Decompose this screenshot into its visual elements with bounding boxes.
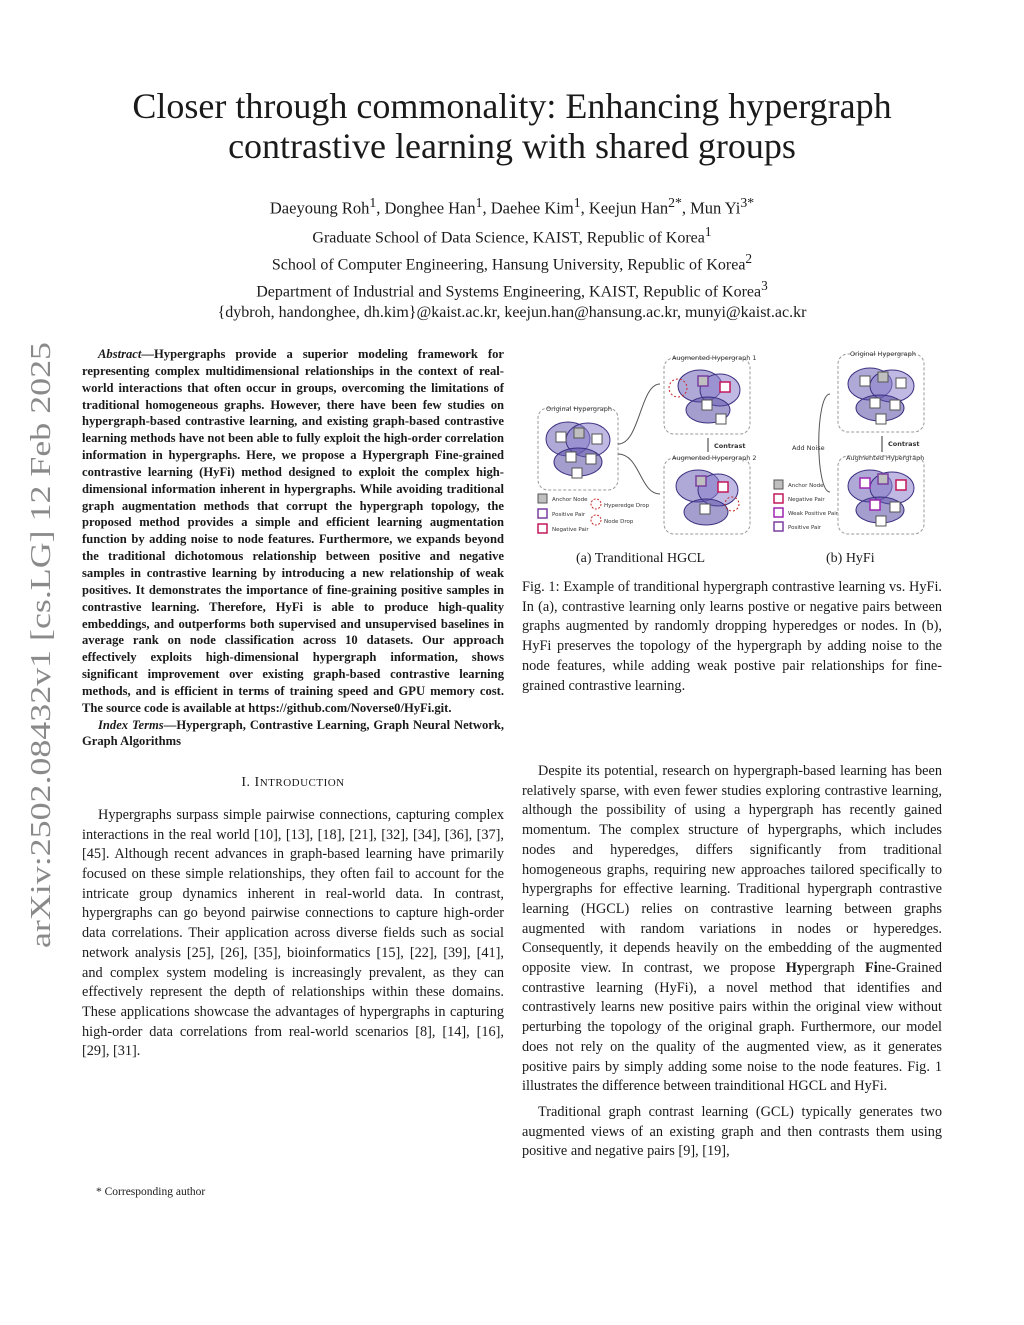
svg-text:Anchor Node: Anchor Node — [552, 497, 588, 503]
panel-b-augmented-hypergraph — [838, 454, 924, 534]
intro-paragraph: Hypergraphs surpass simple pairwise connections, capturing complex interactions in the real world [10], [13], [18], [21], [32], [34], [36], [37], [45]. Although recent advances in graph-based learning have primarily focused on these simple relationships, they often fail to account for the intricate group dynamics inherent in real-world data. In contrast, hypergraphs can go beyond pairwise connections to capture high-order data correlations. Their application across diverse fields such as social network analysis [25], [26], [35], bioinformatics [15], [22], [39], [41], and complex system modeling is increasingly prevalent, as they can effectively represent the depth of relationships within these domains. These applications showcase the advantages of hypergraphs in capturing high-order data correlations from real-world scenarios [8], [14], [16], [29], [31]. — [82, 806, 504, 1060]
panel-a-original-hypergraph — [538, 405, 618, 490]
subcaption-a: (a) Tranditional HGCL — [576, 551, 706, 566]
caption-text: Example of tranditional hypergraph contrastive learning vs. HyFi. In (a), contrastive learning only learns postive or negative pairs between graphs augmented by randomly dropping hyperedges or nodes. In (b), HyFi preserves the topology of the hypergraph by adding noise to the node features, while adding weak postive pair relationships for fine-grained contrastive learning. — [522, 579, 943, 694]
node — [592, 434, 602, 444]
legend-b — [774, 480, 839, 531]
abstract-text: Hypergraphs provide a superior modeling framework for representing complex multidimensional relationships in the context of real-world interactions that often occur in groups, overcoming the limitations of traditional homogeneous graphs. However, there have been few studies on hypergraph-based contrastive learning, and existing graph-based contrastive learning methods have not been able to fully exploit the high-order correlation information in hypergraphs. Here, we propose a Hypergraph Fine-grained contrastive learning (HyFi) method designed to exploit the complex high-dimensional information inherent in hypergraphs. While avoiding traditional graph augmentation methods that corrupt the hypergraph topology, the proposed method provides a simple and efficient learning augmentation function by adding noise to node features. Furthermore, we expands beyond the traditional dichotomous relationship between positive and negative samples in contrastive learning by introducing a new relationship of weak positives. It demonstrates the importance of fine-graining positive samples in contrastive learning. Therefore, HyFi is able to produce high-quality embeddings, and outperforms both supervised and unsupervised baselines in average rank on node classification across 10 datasets. Our approach effectively exploits high-dimensional hypergraph information, shows significant improvement over existing graph-based contrastive learning methods, and is efficient in terms of training speed and GPU memory cost. The source code is available at https://github.com/Noverse0/HyFi.git. — [82, 347, 504, 715]
author-name: Keejun Han — [588, 198, 669, 218]
index-terms: Index Terms—Hypergraph, Contrastive Learning, Graph Neural Network, Graph Algorithms — [82, 717, 504, 749]
arxiv-id-text: arXiv:2502.08432v1 [cs.LG] 12 Feb 2025 — [25, 458, 57, 948]
label-add-noise: Add Noise — [792, 444, 825, 452]
node — [572, 468, 582, 478]
right-paragraph-2: Traditional graph contrast learning (GCL) typically generates two augmented views of an existing graph and then contrasts them using positive and negative pairs [9], [19], — [522, 1103, 942, 1160]
label-augmented-b: Augmented Hypergraph — [846, 454, 925, 462]
label-original-b: Original Hypergraph — [850, 350, 916, 358]
svg-text:Weak Positive Pair: Weak Positive Pair — [788, 511, 838, 517]
author-name: Mun Yi — [690, 198, 741, 218]
affiliation-3: Department of Industrial and Systems Engineering, KAIST, Republic of Korea$^3$ — [256, 278, 768, 301]
panel-a-augmented-1 — [664, 354, 757, 434]
node — [566, 452, 576, 462]
left-column — [82, 346, 504, 1062]
title-line-1: Closer through commonality: Enhancing hypergraph — [132, 86, 892, 126]
panel-a-augmented-2 — [664, 454, 757, 534]
svg-text:Negative Pair: Negative Pair — [788, 497, 825, 503]
paper-title — [60, 86, 964, 166]
arrow-to-aug1 — [618, 384, 660, 444]
svg-text:Hyperedge Drop: Hyperedge Drop — [604, 503, 650, 509]
affiliation-2: School of Computer Engineering, Hansung University, Republic of Korea$^2$ — [271, 250, 753, 274]
svg-text:Positive Pair: Positive Pair — [788, 525, 822, 531]
right-column — [522, 762, 942, 1162]
svg-text:Node Drop: Node Drop — [604, 519, 634, 525]
index-terms-text: Hypergraph, Contrastive Learning, Graph Neural Network, Graph Algorithms — [82, 717, 504, 749]
figure-caption — [522, 578, 942, 696]
section-heading-introduction: I. INTRODUCTION — [241, 775, 345, 791]
label-contrast-b: Contrast — [888, 440, 920, 448]
arrow-to-aug2 — [618, 454, 660, 494]
abstract: Abstract—Hypergraphs provide a superior modeling framework for representing complex multidimensional relationships in the context of real-world interactions that often occur in groups, overcoming the limitations of traditional homogeneous graphs. However, there have been few studies on hypergraph-based contrastive learning, and existing graph-based contrastive learning methods have not been able to fully exploit the high-order correlation information in hypergraphs. Here, we propose a Hypergraph Fine-grained contrastive learning (HyFi) method designed to exploit the complex high-dimensional information inherent in hypergraphs. While avoiding traditional graph augmentation methods that corrupt the hypergraph topology, the proposed method provides a simple and efficient learning augmentation function by adding noise to node features. Furthermore, we expands beyond the traditional dichotomous relationship between positive and negative samples in contrastive learning by introducing a new relationship of weak positives. It demonstrates the importance of fine-graining positive samples in contrastive learning. Therefore, HyFi is able to produce high-quality embeddings, and outperforms both supervised and unsupervised baselines in average rank on node classification across 10 datasets. Our approach effectively exploits high-dimensional hypergraph information, shows significant improvement over existing graph-based contrastive learning methods, and is efficient in terms of training speed and GPU memory cost. The source code is available at https://github.com/Noverse0/HyFi.git. — [82, 347, 504, 715]
svg-text:Positive Pair: Positive Pair — [552, 512, 586, 518]
author-names: Daeyoung Roh$^1$, Donghee Han$^1$, Daehee Kim$^1$, Keejun Han$^{2*}$, Mun $Yi^{3*}$ — [269, 195, 755, 218]
figure-1-illustration — [530, 344, 950, 550]
label-augmented-2: Augmented Hypergraph 2 — [672, 454, 757, 462]
footnote-corresponding-author: * Corresponding author — [96, 1186, 206, 1198]
author-block — [60, 192, 964, 323]
label-augmented-1: Augmented Hypergraph 1 — [672, 354, 757, 362]
node — [556, 432, 566, 442]
subcaption-b: (b) HyFi — [826, 551, 875, 566]
node — [586, 454, 596, 464]
author-name: Donghee Han — [384, 198, 476, 218]
caption-label: Fig. 1: — [522, 579, 560, 595]
figure-1 — [530, 344, 950, 572]
author-name: Daeyoung Roh — [269, 198, 370, 218]
affiliation-1: Graduate School of Data Science, KAIST, Republic of Korea$^1$ — [312, 223, 712, 246]
panel-b-original-hypergraph — [838, 350, 924, 432]
arrow-add-noise — [819, 394, 830, 492]
node — [574, 428, 584, 438]
author-emails: {dybroh, handonghee, dh.kim}@kaist.ac.kr, keejun.han@hansung.ac.kr, munyi@kaist.ac.kr — [217, 304, 807, 322]
title-line-2: contrastive learning with shared groups — [228, 126, 796, 166]
right-paragraph-1: Despite its potential, research on hypergraph-based learning has been relatively sparse, with even fewer studies exploring contrastive learning, although the possibility of using a hypergraph has recently gained momentum. The complex structure of hypergraphs, which includes nodes and hyperedges, differs significantly from traditional homogeneous graphs, requiring new approaches tailored specifically to hypergraphs for effective learning. Traditional hypergraph contrastive learning (HGCL) relies on contrastive learning between graphs augmented with random variations in nodes or hyperedges. Consequently, it depends heavily on the embedding of the augmented opposite view. In contrast, we propose Hypergraph Fine-Grained contrastive learning (HyFi), a novel method that identifies and contrastively learns new positive pairs within the original view without perturbing the topology of the original graph. Furthermore, our model does not rely on the quality of the augmented view, as it generates positive pairs by simply adding some noise to the node features. Fig. 1 illustrates the difference between trainditional HGCL and HyFi. — [522, 763, 942, 1095]
label-contrast-a: Contrast — [714, 442, 746, 450]
arxiv-identifier-stamp — [4, 340, 64, 950]
label-original-a: Original Hypergraph — [546, 405, 612, 413]
legend-a — [538, 494, 650, 533]
svg-text:Anchor Node: Anchor Node — [788, 483, 824, 489]
author-name: Daehee Kim — [490, 198, 574, 218]
svg-text:Negative Pair: Negative Pair — [552, 527, 589, 533]
